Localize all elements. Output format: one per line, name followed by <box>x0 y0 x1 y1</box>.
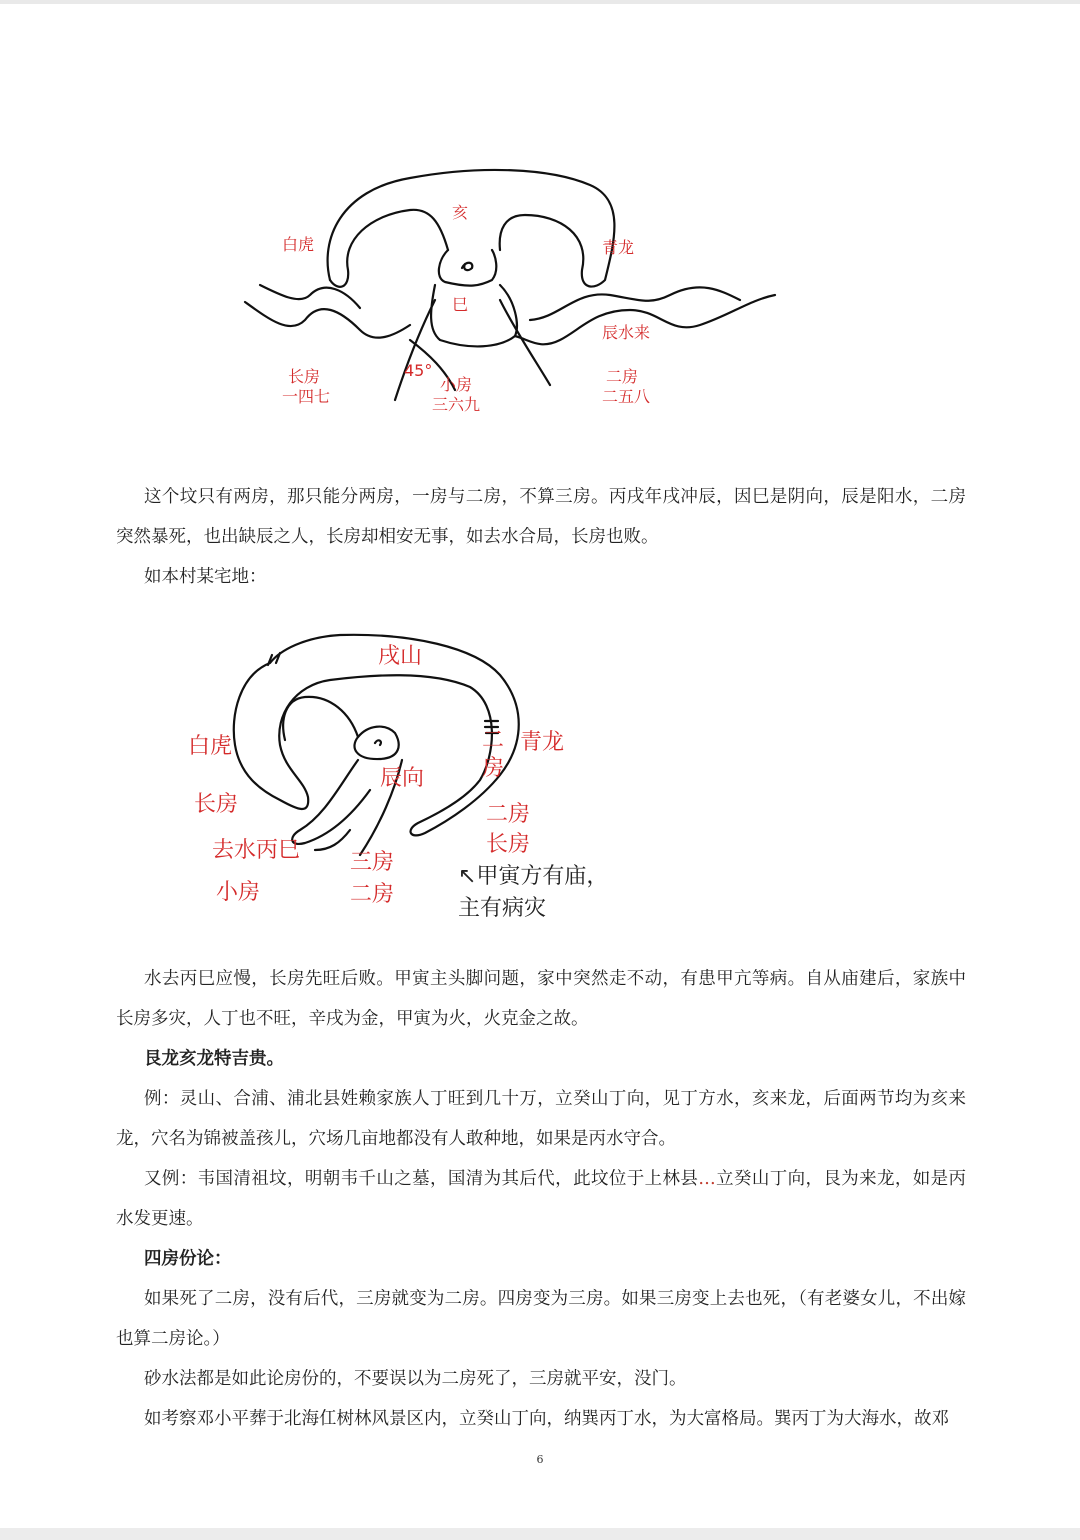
paragraph-6: 如果死了二房，没有后代，三房就变为二房。四房变为三房。如果三房变上去也死，（有老婆女儿，不出嫁也算二房论。） <box>116 1289 966 1349</box>
label-xiao-fang: 小房 <box>440 375 473 394</box>
label-qing-long: 青龙 <box>602 238 635 257</box>
label-zhang-fang-right: 长房 <box>486 832 531 857</box>
label-qu-shui: 去水丙巳 <box>212 838 301 863</box>
label-xiao-fang: 小房 <box>216 880 261 905</box>
label-er-vertical-2: 房 <box>482 756 505 781</box>
label-zhang-fang-left: 长房 <box>194 792 239 817</box>
feng-shui-diagram-1 <box>230 160 790 440</box>
paragraph-7: 砂水法都是如此论房份的，不要误以为二房死了，三房就平安，没门。 <box>144 1369 687 1389</box>
bottom-border <box>0 1528 1080 1540</box>
heading-si-fang: 四房份论： <box>144 1249 232 1269</box>
label-hai: 亥 <box>452 203 469 222</box>
paragraph-1: 这个坟只有两房，那只能分两房，一房与二房，不算三房。丙戌年戌冲辰，因巳是阴向，辰是阳水，二房突然暴死，也出缺辰之人，长房却相安无事，如去水合局，长房也败。 <box>116 487 966 547</box>
paragraph-5 <box>116 1159 966 1239</box>
label-bai-hu: 白虎 <box>282 235 315 254</box>
label-er-fang-mid: 二房 <box>350 882 395 907</box>
top-border <box>0 0 1080 4</box>
paragraph-5-part-b: 立癸山丁向，艮为来龙，如是丙水发更速。 <box>116 1169 967 1229</box>
label-chen-shui-lai: 辰水来 <box>602 323 651 342</box>
paragraph-5-part-a: 又例：韦国清祖坟，明朝韦千山之墓，国清为其后代，此坟位于上林县 <box>144 1169 699 1189</box>
paragraph-8: 如考察邓小平葬于北海仜树林风景区内，立癸山丁向，纳巽丙丁水，为大富格局。巽丙丁为大海水，故邓 <box>144 1409 949 1429</box>
label-chen-xiang: 辰向 <box>380 766 425 791</box>
paragraph-3: 水去丙巳应慢，长房先旺后败。甲寅主头脚问题，家中突然走不动，有患甲亢等病。自从庙建后，家族中长房多灾，人丁也不旺，辛戌为金，甲寅为火，火克金之故。 <box>116 969 966 1029</box>
label-bai-hu: 白虎 <box>188 734 233 759</box>
label-temple-line-1: ↖甲寅方有庙， <box>458 864 609 889</box>
feng-shui-diagram-2 <box>180 625 650 930</box>
label-temple-line-2: 主有病灾 <box>458 896 547 921</box>
heading-gen-long: 艮龙亥龙特吉贵。 <box>144 1049 284 1069</box>
paragraph-4: 例：灵山、合浦、浦北县姓赖家族人丁旺到几十万，立癸山丁向，见丁方水，亥来龙，后面两节均为亥来龙，穴名为锦被盖孩儿，穴场几亩地都没有人敢种地，如果是丙水守合。 <box>116 1089 966 1149</box>
label-zhang-fang-num: 一四七 <box>282 387 331 406</box>
ellipsis: … <box>698 1169 716 1189</box>
label-qing-long: 青龙 <box>520 730 565 755</box>
label-er-fang-right: 二房 <box>486 802 531 827</box>
label-degree: 45° <box>404 361 433 380</box>
label-san-fang: 三房 <box>350 850 395 875</box>
label-si: 巳 <box>452 295 469 314</box>
label-er-fang-num: 二五八 <box>602 387 651 406</box>
paragraph-2: 如本村某宅地： <box>144 567 267 587</box>
page-number: 6 <box>536 1453 544 1466</box>
label-zhang-fang: 长房 <box>288 367 321 386</box>
label-xu-shan: 戌山 <box>378 644 423 669</box>
label-er-vertical-1: 二 <box>482 728 505 753</box>
label-xiao-fang-num: 三六九 <box>432 395 481 414</box>
label-er-fang: 二房 <box>606 367 639 386</box>
